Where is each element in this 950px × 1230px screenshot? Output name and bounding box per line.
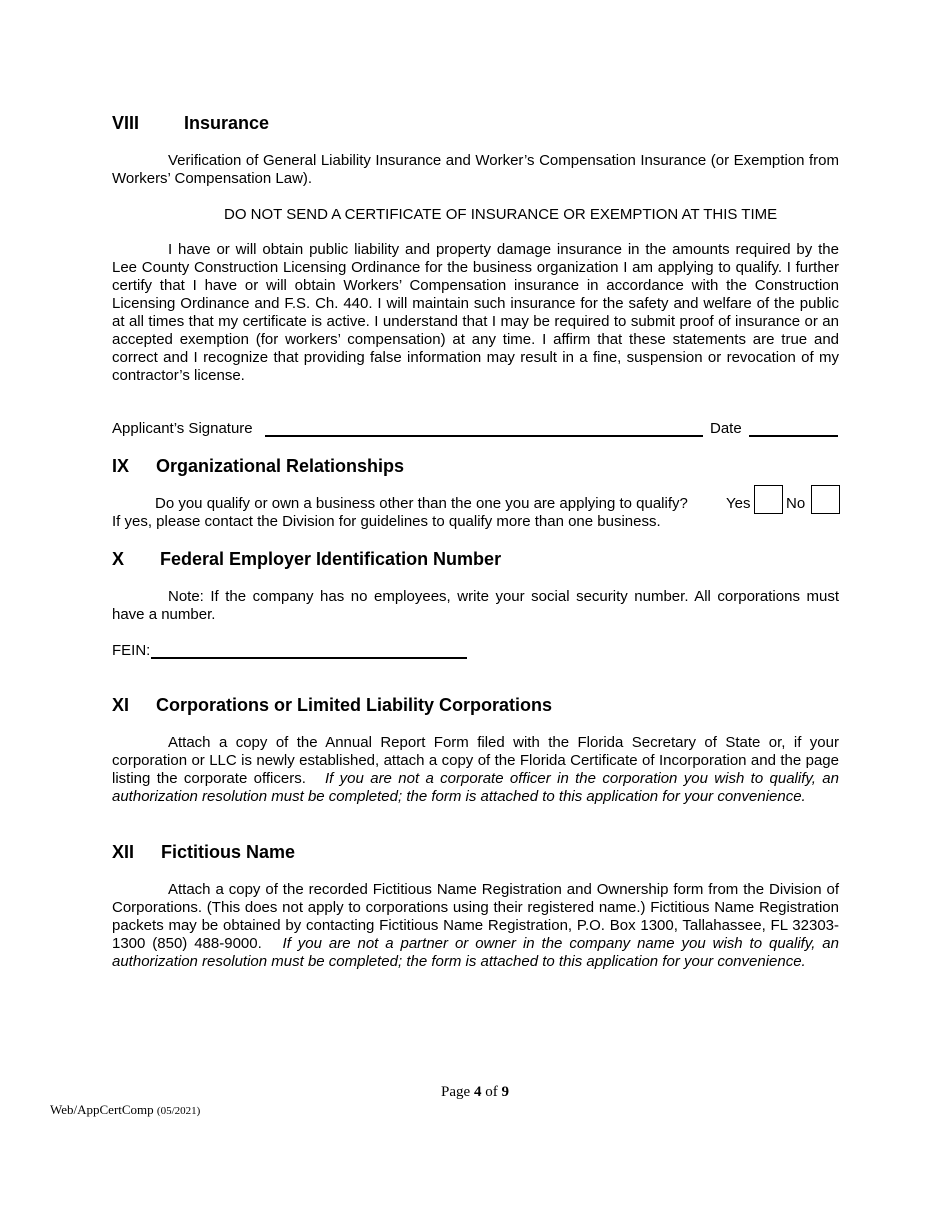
section-title: Insurance xyxy=(184,113,270,133)
section-number: X xyxy=(112,549,125,569)
corp-paragraph: Attach a copy of the Annual Report Form filed with the Florida Secretary of State or, if your corporation or LLC is newly established, attach a copy of the Florida Certificate of Incorporation and the page listing the corporate officers. If you are not a corporate officer in the corporation you wish to qualify, an authorization resolution must be completed; the form is attached to this application for your convenience. xyxy=(112,734,839,805)
section-number: XII xyxy=(112,842,135,862)
fein-field[interactable] xyxy=(151,657,467,659)
section-number: XI xyxy=(112,695,130,715)
corp-italic-note: If you are not a corporate officer in the corporation you wish to qualify, an authorization resolution must be completed; the form is attached to this application for your convenience. xyxy=(112,770,839,805)
insurance-statement: I have or will obtain public liability and property damage insurance in the amounts required by the Lee County Construction Licensing Ordinance for the business organization I am applying to qualify. I further certify that I have or will obtain Workers’ Compensation insurance in accordance with the Construction Licensing Ordinance and F.S. Ch. 440. I will maintain such insurance for the safety and welfare of the public at all times that my certificate is active. I understand that I may be required to submit proof of insurance or an accepted exemption (for workers’ compensation) at any time. I affirm that these statements are true and correct and I recognize that providing false information may result in a fine, suspension or revocation of my contractor’s license. xyxy=(112,241,839,384)
yes-label: Yes xyxy=(726,495,751,512)
section-title: Federal Employer Identification Number xyxy=(160,549,502,569)
fein-note: Note: If the company has no employees, write your social security number. All corporations must have a number. xyxy=(112,588,839,623)
form-id: Web/AppCertComp (05/2021) xyxy=(50,1102,201,1117)
section-title: Corporations or Limited Liability Corporations xyxy=(156,695,553,715)
signature-label: Applicant’s Signature xyxy=(112,420,253,437)
signature-field[interactable] xyxy=(265,435,703,437)
date-label: Date xyxy=(710,420,742,437)
org-question: Do you qualify or own a business other than the one you are applying to qualify? xyxy=(155,495,688,512)
insurance-notice: DO NOT SEND A CERTIFICATE OF INSURANCE OR EXEMPTION AT THIS TIME xyxy=(224,206,778,223)
fict-italic-note: If you are not a partner or owner in the company name you wish to qualify, an authorization resolution must be completed; the form is attached to this application for your convenience. xyxy=(112,935,839,970)
no-label: No xyxy=(786,495,806,512)
fict-paragraph: Attach a copy of the recorded Fictitious Name Registration and Ownership form from the Division of Corporations. (This does not apply to corporations using their registered name.) Fictitious Name Registration packets may be obtained by contacting Fictitious Name Registration, P.O. Box 1300, Tallahassee, FL 32303-1300 (850) 488-9000. If you are not a partner or owner in the company name you wish to qualify, an authorization resolution must be completed; the form is attached to this application for your convenience. xyxy=(112,881,839,970)
section-ix-heading xyxy=(112,455,404,477)
section-xi-heading xyxy=(112,694,552,716)
no-checkbox[interactable] xyxy=(811,485,840,514)
section-number: IX xyxy=(112,456,130,476)
yes-checkbox[interactable] xyxy=(754,485,783,514)
section-viii-heading xyxy=(112,112,269,134)
section-number: VIII xyxy=(112,113,140,133)
section-title: Fictitious Name xyxy=(161,842,296,862)
date-field[interactable] xyxy=(749,435,838,437)
insurance-intro: Verification of General Liability Insurance and Worker’s Compensation Insurance (or Exemption from Workers’ Compensation Law). xyxy=(112,152,839,187)
page-number: Page 4 of 9 xyxy=(441,1084,509,1100)
section-title: Organizational Relationships xyxy=(156,456,405,476)
fein-label: FEIN: xyxy=(112,642,151,659)
org-followup: If yes, please contact the Division for guidelines to qualify more than one business. xyxy=(112,513,661,530)
section-xii-heading xyxy=(112,841,295,863)
section-x-heading xyxy=(112,548,501,570)
